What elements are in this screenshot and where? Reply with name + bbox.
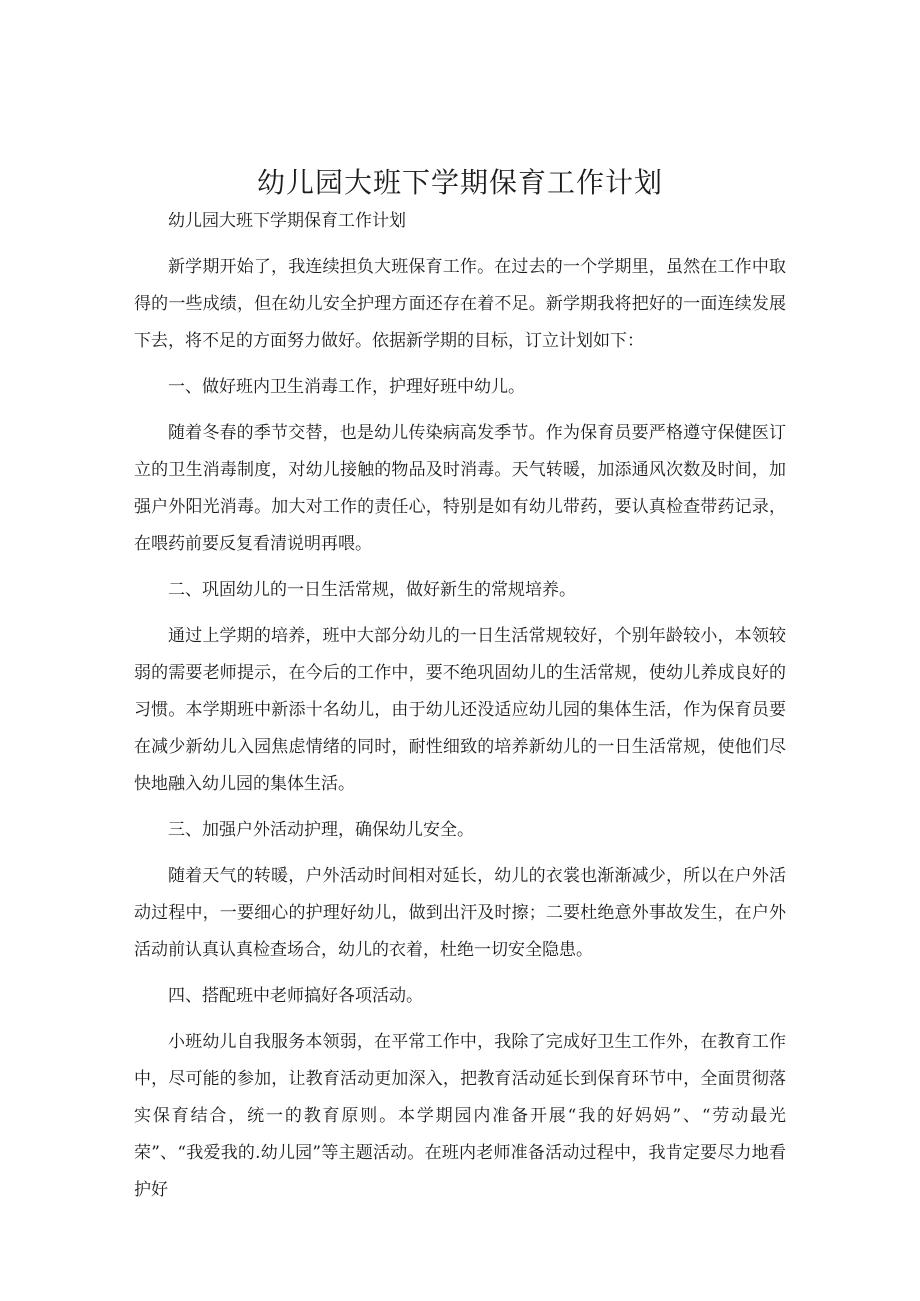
section-body-1: 随着冬春的季节交替，也是幼儿传染病高发季节。作为保育员要严格遵守保健医订立的卫生消毒制度，对幼儿接触的物品及时消毒。天气转暖，加添通风次数及时间，加强户外阳光消毒。加大对工作的责任心，特别是如有幼儿带药，要认真检查带药记录，在喂药前要反复看清说明再喂。 [134, 423, 786, 554]
intro-paragraph: 新学期开始了，我连续担负大班保育工作。在过去的一个学期里，虽然在工作中取得的一些成绩，但在幼儿安全护理方面还存在着不足。新学期我将把好的一面连续发展下去，将不足的方面努力做好。依据新学期的目标，订立计划如下： [134, 257, 786, 351]
section-body-3: 随着天气的转暖，户外活动时间相对延长，幼儿的衣裳也渐渐减少，所以在户外活动过程中，一要细心的护理好幼儿，做到出汗及时擦；二要杜绝意外事故发生，在户外活动前认真认真检查场合，幼儿的衣着，杜绝一切安全隐患。 [134, 866, 786, 960]
document-title: 幼儿园大班下学期保育工作计划 [256, 166, 663, 199]
section-heading-3: 三、加强户外活动护理，确保幼儿安全。 [168, 820, 474, 840]
section-heading-4: 四、搭配班中老师搞好各项活动。 [168, 986, 423, 1006]
paragraph-spacer [134, 406, 786, 415]
section-body-2: 通过上学期的培养，班中大部分幼儿的一日生活常规较好，个别年龄较小，本领较弱的需要老师提示，在今后的工作中，要不绝巩固幼儿的生活常规，使幼儿养成良好的习惯。本学期班中新添十名幼儿，由于幼儿还没适应幼儿园的集体生活，作为保育员要在减少新幼儿入园焦虑情绪的同时，耐性细致的培养新幼儿的一日生活常规，使他们尽快地融入幼儿园的集体生活。 [134, 626, 786, 794]
paragraph-spacer [134, 1015, 786, 1024]
paragraph-spacer [134, 803, 786, 812]
section-body-4: 小班幼儿自我服务本领弱，在平常工作中，我除了完成好卫生工作外，在教育工作中，尽可能的参加，让教育活动更加深入，把教育活动延长到保育环节中，全面贯彻落实保育结合，统一的教育原则。本学期园内准备开展“我的好妈妈”、“劳动最光荣”、“我爱我的.幼儿园”等主题活动。在班内老师准备活动过程中，我肯定要尽力地看护好 [134, 1032, 786, 1200]
document-body [134, 203, 786, 1209]
subtitle-paragraph: 幼儿园大班下学期保育工作计划 [168, 211, 406, 231]
section-heading-2: 二、巩固幼儿的一日生活常规，做好新生的常规培养。 [168, 580, 576, 600]
paragraph-spacer [134, 849, 786, 858]
section-heading-1: 一、做好班内卫生消毒工作，护理好班中幼儿。 [168, 377, 525, 397]
paragraph-spacer [134, 360, 786, 369]
paragraph-spacer [134, 240, 786, 249]
paragraph-spacer [134, 609, 786, 618]
paragraph-spacer [134, 563, 786, 572]
paragraph-spacer [134, 969, 786, 978]
